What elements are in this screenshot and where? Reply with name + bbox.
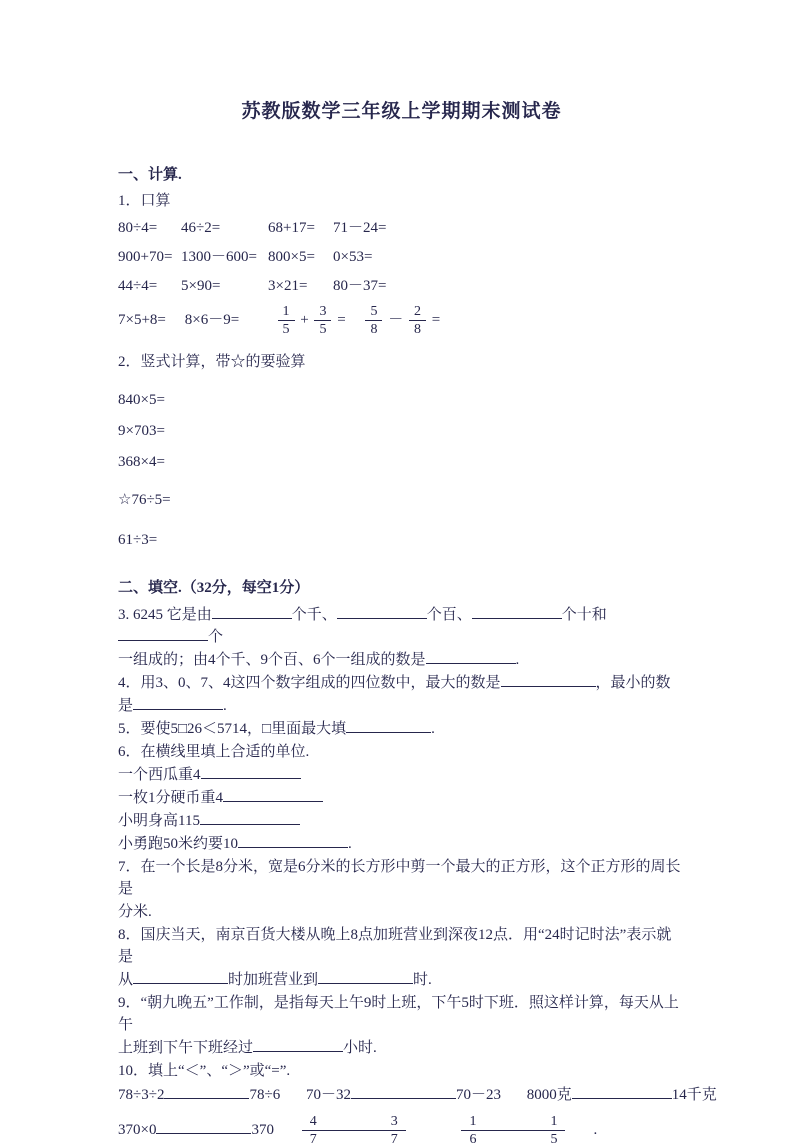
- expression-right: 14千克: [671, 1087, 717, 1103]
- answer-blank: [337, 605, 427, 619]
- expression-right: 70－23: [455, 1087, 501, 1103]
- fraction-bar-blank: [461, 1130, 565, 1131]
- answer-blank: [156, 1120, 251, 1134]
- answer-blank: [472, 605, 562, 619]
- answer-blank: [426, 650, 516, 664]
- calc-item: 900+70=: [118, 249, 173, 265]
- question-5: [118, 718, 685, 740]
- question-text: 从: [118, 972, 134, 988]
- answer-blank: [318, 970, 413, 984]
- answer-blank: [164, 1085, 249, 1099]
- fraction-denominator: 5: [550, 1132, 558, 1147]
- fraction-denominator: 7: [309, 1132, 317, 1147]
- question-text: .: [348, 836, 352, 852]
- answer-blank: [133, 696, 223, 710]
- fraction-denominators: [302, 1132, 406, 1147]
- question-10-label: 10．填上“＜”、“＞”或“=”.: [118, 1063, 291, 1079]
- answer-blank: [223, 788, 323, 802]
- operator: －: [388, 311, 404, 328]
- question-9-line-2: [118, 1037, 685, 1059]
- question-text: 个: [208, 629, 224, 645]
- question-text: 小勇跑50米约要10: [118, 836, 239, 852]
- calc-item: 80－37=: [333, 278, 387, 294]
- calc-item: 68+17=: [268, 220, 315, 236]
- comparison-group: [527, 1087, 717, 1103]
- answer-blank: [200, 811, 300, 825]
- answer-blank: [253, 1038, 343, 1052]
- question-text: ，最小的数: [595, 675, 671, 691]
- expression-left: 70－32: [305, 1087, 351, 1103]
- expression-left: 370×0: [118, 1121, 157, 1138]
- question-text: 4．用3、0、7、4这四个数字组成的四位数中，最大的数是: [118, 675, 501, 691]
- calc-item: 46÷2=: [181, 220, 221, 236]
- question-text: 3. 6245 它是由: [118, 607, 212, 623]
- answer-blank: [212, 605, 292, 619]
- vertical-calc-item: 61÷3=: [118, 532, 158, 548]
- calc-item: 7×5+8=: [118, 311, 166, 328]
- fraction-denominator: 5: [319, 322, 327, 337]
- answer-blank: [201, 765, 301, 779]
- calc-item: 0×53=: [333, 249, 373, 265]
- fraction-comparison-2: [461, 1114, 565, 1147]
- question-9-line-1: 9．“朝九晚五”工作制，是指每天上午9时上班，下午5时下班．照这样计算，每天从上午: [118, 995, 679, 1033]
- oral-row-3: [118, 275, 685, 297]
- question-7-line-1: 7．在一个长是8分米，宽是6分米的长方形中剪一个最大的正方形，这个正方形的周长是: [118, 859, 681, 897]
- question-3-line-2: [118, 649, 685, 671]
- comparison-group: [118, 1087, 280, 1103]
- question-text: 个千、: [291, 607, 337, 623]
- operator: +: [300, 311, 309, 328]
- question-8-line-2: [118, 969, 685, 991]
- question-text: .: [431, 721, 435, 737]
- question-6-item-2: [118, 787, 685, 809]
- oral-row-4: [118, 304, 685, 337]
- vertical-calc-item: 840×5=: [118, 392, 165, 408]
- question-text: 时加班营业到: [228, 972, 319, 988]
- expression-left: 78÷3÷2: [118, 1087, 165, 1103]
- question-6-item-3: [118, 810, 685, 832]
- fraction-numerator: 5: [365, 304, 382, 321]
- fraction-numerator: 2: [409, 304, 426, 321]
- question-text: 一枚1分硬币重4: [118, 790, 224, 806]
- question-text: 是: [118, 698, 134, 714]
- question-4-line-2: [118, 695, 685, 717]
- fraction-denominator: 8: [370, 322, 378, 337]
- fraction-numerator: 1: [278, 304, 295, 321]
- answer-blank: [346, 719, 431, 733]
- oral-row-2: [118, 246, 685, 268]
- fraction-numerator: 1: [469, 1114, 477, 1129]
- question-text: .: [515, 652, 520, 668]
- calc-item: 3×21=: [268, 278, 308, 294]
- section2-heading: 二、填空.（32分，每空1分）: [118, 580, 310, 596]
- question-text: 小明身高115: [118, 813, 200, 829]
- calc-item: 8×6－9=: [184, 311, 240, 328]
- equals-sign: =: [337, 311, 346, 328]
- calc-item: 1300－600=: [181, 249, 257, 265]
- question-3-line-1: [118, 604, 685, 648]
- answer-blank: [118, 627, 208, 641]
- vertical-calc-item: 9×703=: [118, 423, 165, 439]
- question-text: 个百、: [426, 607, 472, 623]
- question-text: 个十和: [561, 607, 607, 623]
- answer-blank: [133, 970, 228, 984]
- answer-blank: [238, 834, 348, 848]
- fraction: [409, 304, 426, 337]
- vertical-calc-item-check: ☆76÷5=: [118, 492, 171, 508]
- fraction-numerator: 4: [309, 1114, 317, 1129]
- fraction-denominator: 8: [413, 322, 421, 337]
- section1-heading: 一、计算.: [118, 167, 182, 183]
- calc-item: 80÷4=: [118, 220, 158, 236]
- question-6-label: 6．在横线里填上合适的单位.: [118, 744, 310, 760]
- comparison-group: [306, 1087, 501, 1103]
- question-8-line-1: 8．国庆当天，南京百货大楼从晚上8点加班营业到深夜12点．用“24时记时法”表示就是: [118, 927, 672, 965]
- calc-item: 800×5=: [268, 249, 315, 265]
- fraction-denominator: 7: [390, 1132, 398, 1147]
- fraction-numerator: 1: [550, 1114, 558, 1129]
- question-text: 一个西瓜重4: [118, 767, 201, 783]
- fraction-numerator: 3: [390, 1114, 398, 1129]
- calc-item: 44÷4=: [118, 278, 158, 294]
- equals-sign: =: [431, 311, 441, 328]
- question-10-row-2: [118, 1114, 685, 1147]
- fraction-denominators: [461, 1132, 565, 1147]
- expression-right: 370: [251, 1121, 274, 1138]
- vertical-calc-item: 368×4=: [118, 454, 165, 470]
- question-text: 上班到下午下班经过: [118, 1040, 254, 1056]
- question-6-item-4: [118, 833, 685, 855]
- expression-right: 78÷6: [249, 1087, 281, 1103]
- fraction-denominator: 5: [282, 322, 290, 337]
- question-text: 5．要使5□26＜5714，□里面最大填: [118, 721, 347, 737]
- question-4-line-1: [118, 672, 685, 694]
- fraction-denominator: 6: [469, 1132, 477, 1147]
- fraction-comparison-1: [302, 1114, 406, 1147]
- fraction-bar-blank: [302, 1130, 406, 1131]
- expression-left: 8000克: [526, 1087, 572, 1103]
- fraction: [278, 304, 295, 337]
- answer-blank: [351, 1085, 456, 1099]
- question-10-row-1: [118, 1084, 717, 1106]
- vertical-calc-label: 2．竖式计算，带☆的要验算: [118, 354, 306, 370]
- answer-blank: [572, 1085, 672, 1099]
- oral-calc-label: 1．口算: [118, 193, 171, 209]
- fraction: [314, 304, 331, 337]
- page-title: 苏教版数学三年级上学期期末测试卷: [241, 101, 562, 122]
- question-7-line-2: 分米.: [118, 904, 152, 920]
- question-text: .: [223, 698, 227, 714]
- question-text: 时.: [413, 972, 432, 988]
- fraction-expression-2: [363, 304, 440, 337]
- question-text: 小时.: [343, 1040, 377, 1056]
- question-6-item-1: [118, 764, 685, 786]
- question-text: 一组成的；由4个千、9个百、6个一组成的数是: [118, 652, 426, 668]
- calc-item: 71－24=: [333, 220, 387, 236]
- answer-blank: [501, 673, 596, 687]
- fraction-numerator: 3: [314, 304, 331, 321]
- calc-item: 5×90=: [181, 278, 221, 294]
- period: .: [593, 1121, 598, 1138]
- oral-row-1: [118, 217, 685, 239]
- fraction: [365, 304, 382, 337]
- fraction-expression-1: [276, 304, 346, 337]
